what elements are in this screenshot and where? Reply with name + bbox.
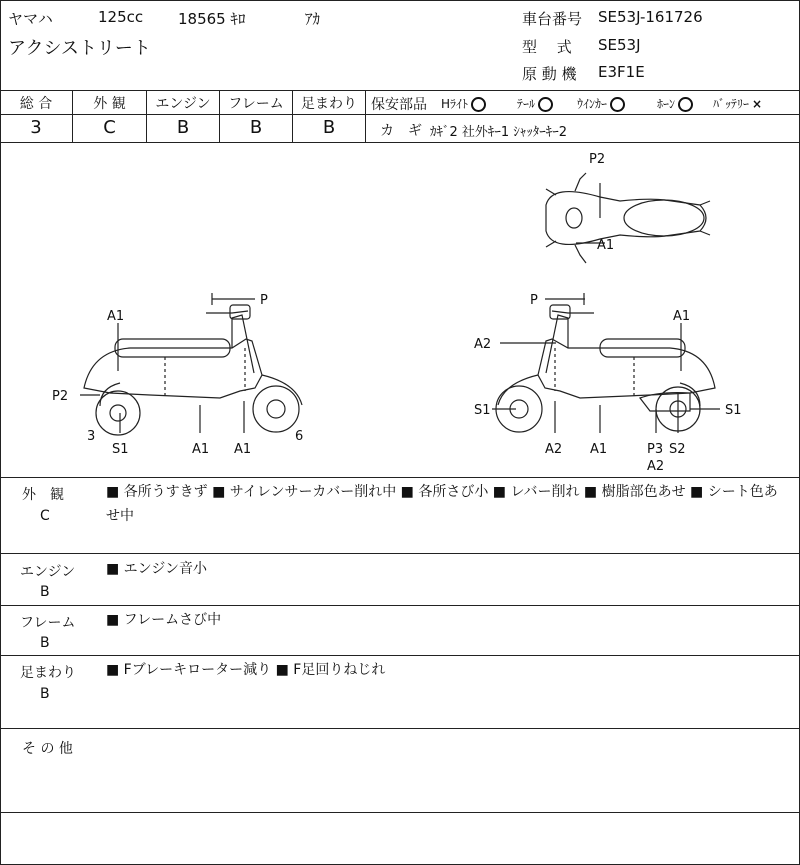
grade-header-suspension: 足まわり (301, 96, 357, 112)
ok-mark-icon (538, 97, 553, 112)
note-label-frame: フレーム (20, 615, 76, 631)
diagram-label-top-a1: A1 (597, 238, 615, 253)
mileage: 18565 ｷﾛ (178, 10, 246, 28)
diagram-label-left-6: 6 (295, 429, 304, 444)
diagram-label-right-a2: A2 (474, 337, 492, 352)
divider (0, 655, 800, 656)
grade-total: 3 (30, 117, 42, 138)
diagram-label-right-p3: P3 (647, 442, 664, 457)
divider (0, 553, 800, 554)
key-value: ｶｷﾞ2 社外ｷｰ1 ｼｬｯﾀｰｷｰ2 (430, 125, 568, 140)
note-label-suspension: 足まわり (20, 665, 76, 681)
diagram-label-right-a1: A1 (673, 309, 691, 324)
type-value: SE53J (598, 36, 641, 54)
grade-engine: B (176, 117, 190, 138)
diagram-label-left-a1: A1 (107, 309, 125, 324)
damage-diagram (0, 143, 800, 477)
engine-value: E3F1E (598, 63, 645, 81)
grade-frame: B (249, 117, 263, 138)
color: ｱｶ (305, 10, 321, 28)
type-label: 型 式 (522, 38, 572, 56)
note-label-other: そ の 他 (22, 741, 73, 757)
diagram-label-top-p2: P2 (589, 152, 606, 167)
divider (0, 90, 800, 91)
note-text-suspension: ■ Fブレーキローター減り ■ F足回りねじれ (106, 662, 386, 678)
grade-header-engine: エンジン (155, 96, 211, 112)
key-label: カ ギ (380, 123, 422, 139)
note-text-exterior: ■ 各所うすきず ■ サイレンサーカバー削れ中 ■ 各所さび小 ■ レバー削れ ■ 樹脂部色あせ ■ シート色あせ中 (106, 484, 778, 524)
diagram-label-right-s1: S1 (474, 403, 491, 418)
grade-exterior: C (103, 117, 116, 138)
part-battery: ﾊﾞｯﾃﾘｰ × (713, 97, 763, 111)
divider (365, 90, 366, 142)
divider (0, 728, 800, 729)
note-grade-engine: B (40, 584, 50, 600)
frame-no: SE53J-161726 (598, 8, 703, 26)
note-label-engine: エンジン (20, 564, 76, 580)
grade-header-total: 総 合 (19, 96, 53, 112)
diagram-label-left-a1c: A1 (234, 442, 252, 457)
note-text-frame: ■ フレームさび中 (106, 612, 222, 628)
divider (0, 114, 365, 115)
maker: ヤマハ (8, 10, 53, 28)
divider (366, 114, 800, 115)
diagram-label-right-a2c: A2 (647, 459, 665, 474)
part-horn: ﾎｰﾝ (657, 95, 693, 112)
diagram-label-left-p: P (260, 293, 268, 308)
note-grade-suspension: B (40, 686, 50, 702)
diagram-label-left-p2: P2 (52, 389, 69, 404)
divider (0, 477, 800, 478)
note-label-exterior: 外 観 (22, 487, 64, 503)
frame-no-label: 車台番号 (522, 10, 583, 28)
scooter-top-view (546, 173, 710, 263)
diagram-label-left-a1b: A1 (192, 442, 210, 457)
diagram-label-right-p: P (530, 293, 538, 308)
engine-label: 原 動 機 (522, 65, 577, 83)
note-grade-exterior: C (40, 508, 50, 524)
diagram-label-right-s2: S2 (669, 442, 686, 457)
ok-mark-icon (678, 97, 693, 112)
diagram-label-right-s1b: S1 (725, 403, 742, 418)
ok-mark-icon (610, 97, 625, 112)
diagram-label-right-a2b: A2 (545, 442, 563, 457)
divider (0, 605, 800, 606)
diagram-label-right-a1b: A1 (590, 442, 608, 457)
ng-mark-icon: × (752, 97, 763, 111)
note-text-engine: ■ エンジン音小 (106, 561, 207, 577)
parts-label: 保安部品 (371, 97, 427, 113)
part-headlight: Hﾗｲﾄ (441, 95, 486, 112)
part-winker: ｳｲﾝｶｰ (577, 95, 625, 112)
grade-header-frame: フレーム (228, 96, 284, 112)
grade-suspension: B (322, 117, 336, 138)
note-grade-frame: B (40, 635, 50, 651)
displacement: 125cc (98, 8, 144, 26)
part-tail: ﾃｰﾙ (517, 95, 553, 112)
diagram-label-left-s1: S1 (112, 442, 129, 457)
diagram-label-left-3: 3 (87, 429, 96, 444)
grade-header-exterior: 外 観 (93, 96, 126, 112)
ok-mark-icon (471, 97, 486, 112)
model-name: アクシストリート (8, 38, 151, 59)
divider (0, 812, 800, 813)
